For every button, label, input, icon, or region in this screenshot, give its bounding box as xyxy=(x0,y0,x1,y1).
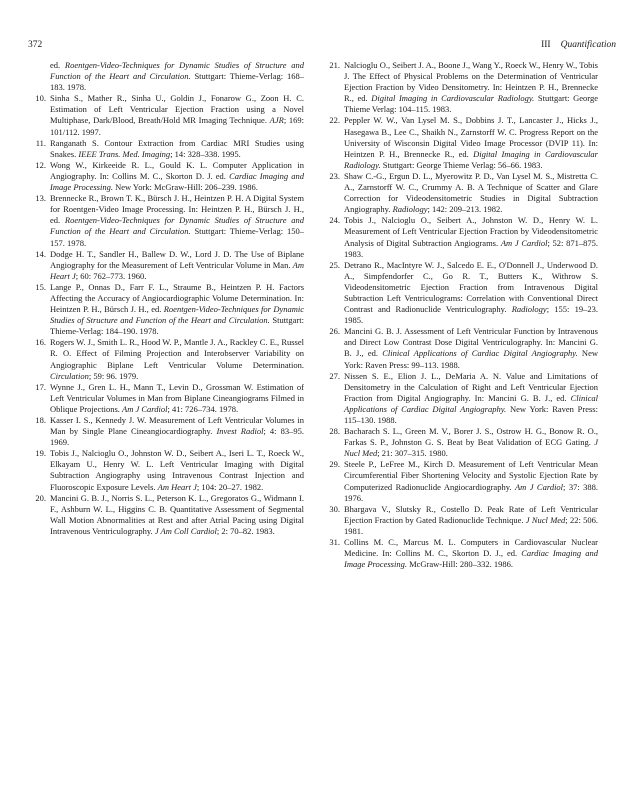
reference-fragment: Tobis J., Nalcioglu O., Johnston W. D., Seibert A., Iseri L. T., Roeck W., Elkayam U., Henry W. L. Left Ventricular Imaging with Digital Subtraction Angiography using Intravenous Contrast Injection and Fluoroscopic Exposure Levels. xyxy=(50,448,304,492)
reference-source: Am J Cardiol xyxy=(122,403,168,414)
reference-entry xyxy=(322,60,598,115)
reference-fragment: Sinha S., Mather R., Sinha U., Goldin J., Fonarow G., Zoon H. C. Estimation of Left Ventricular Ejection Fraction using a Novel Multiphase, Dark/Blood, Breath/Hold MR Imaging Technique. xyxy=(50,93,304,126)
reference-number: 26. xyxy=(329,326,340,337)
reference-text xyxy=(50,448,304,492)
reference-source: IEEE Trans. Med. Imaging xyxy=(78,148,171,159)
reference-fragment: Collins M. C., Marcus M. L. Computers in Cardiovascular Nuclear Medicine. In: Collins M. C., Skorton D. J., ed. xyxy=(344,537,598,559)
reference-text xyxy=(344,459,598,503)
reference-number: 22. xyxy=(329,115,340,126)
reference-fragment: Stuttgart: Thieme-Verlag: 150–157. 1978. xyxy=(50,226,304,248)
reference-fragment: ; 104: 20–27. 1982. xyxy=(196,481,264,492)
reference-list-left xyxy=(28,60,304,537)
reference-source: Clinical Applications of Cardiac Digital Angiography. xyxy=(382,348,578,359)
reference-number: 13. xyxy=(35,193,46,204)
reference-fragment: Mancini G. B. J., Norris S. L., Peterson K. L., Gregoratos G., Widmann I. F., Ashburn W. L., Higgins C. B. Quantitative Assessment of Segmental Wall Motion Abnormalities at Rest and after Atrial Pacing using Digital Intravenous Ventriculography. xyxy=(50,492,304,536)
reference-text xyxy=(50,382,304,415)
reference-source: J Nucl Med xyxy=(344,437,598,459)
reference-fragment: Mancini G. B. J. Assessment of Left Ventricular Function by Intravenous and Direct Low Contrast Dose Digital Ventriculography. In: Mancini G. B. J., ed. xyxy=(344,326,598,359)
reference-fragment: ; 37: 388. 1976. xyxy=(344,481,598,503)
reference-fragment: Shaw C.-G., Ergun D. L., Myerowitz P. D., Van Lysel M. S., Mistretta C. A., Zarnstorff W. C., Crummy A. B. A Technique of Scatter and Glare Correction for Videodensitometric Studies in Digital Subtraction Angiography. xyxy=(344,170,598,215)
reference-source: Am J Cardiol xyxy=(514,481,564,492)
reference-number: 12. xyxy=(35,159,46,170)
reference-source: J Nucl Med xyxy=(525,514,566,525)
page-number: 372 xyxy=(28,40,43,50)
reference-fragment: Stuttgart: George Thieme Verlag: 104–115. 1983. xyxy=(344,93,598,115)
reference-entry xyxy=(28,93,304,137)
reference-source: Digital Imaging in Cardiovascular Radiology. xyxy=(344,148,598,170)
reference-text xyxy=(344,371,598,426)
reference-number: 10. xyxy=(35,93,46,104)
reference-source: Radiology xyxy=(511,304,547,315)
reference-fragment: ; 2: 70–82. 1983. xyxy=(216,525,275,536)
reference-fragment: ; 60: 762–773. 1960. xyxy=(75,270,147,281)
reference-fragment: Peppler W. W., Van Lysel M. S., Dobbins J. T., Lancaster J., Hicks J., Hasegawa B., Lee C., Shaikh N., Zarnstorff W. C. Progress Report on the University of Wisconsin Digital Video Image Processor (DVIP 11). In: Heintzen P. H., Brennecke R., ed. xyxy=(344,115,598,159)
reference-entry xyxy=(322,171,598,215)
reference-text xyxy=(344,171,598,215)
reference-fragment: Nalcioglu O., Seibert J. A., Boone J., Wang Y., Roeck W., Henry W., Tobis J. The Effect of Physical Problems on the Determination of Ventricular Ejection Fraction by Video Densitometry. In: Heintzen P. H., Brennecke R., ed. xyxy=(344,60,598,104)
reference-source: Clinical Applications of Cardiac Digital Angiography. xyxy=(344,392,598,414)
reference-fragment: Detrano R., MacIntyre W. J., Salcedo E. E., O'Donnell J., Underwood D. A., Simpfendorfer C., Go R. T., Butters K., Withrow S. Videodensitometric Ejection Fraction from Intravenous Digital Subtraction Left Ventriculograms: Correlation with Conventional Direct Contrast and Radionuclide Ventriculography. xyxy=(344,259,598,315)
reference-fragment: ; 52: 871–875. 1983. xyxy=(344,237,598,259)
reference-text xyxy=(50,282,304,337)
reference-source: Am J Cardiol xyxy=(500,237,548,248)
reference-text xyxy=(344,504,598,537)
reference-fragment: ; 14: 328–338. 1995. xyxy=(170,148,241,159)
reference-entry xyxy=(322,537,598,570)
reference-number: 11. xyxy=(35,137,46,148)
reference-fragment: McGraw-Hill: 280–332. 1986. xyxy=(406,559,513,570)
reference-text xyxy=(50,337,304,381)
reference-fragment: ; 4: 83–95. 1969. xyxy=(50,426,304,448)
part-number: III xyxy=(541,40,551,50)
reference-fragment: New York: McGraw-Hill: 206–239. 1986. xyxy=(112,182,258,193)
reference-source: Cardiac Imaging and Image Processing. xyxy=(50,170,304,193)
reference-text xyxy=(50,493,304,537)
reference-number: 27. xyxy=(329,370,340,381)
reference-fragment: Wong W., Kirkeeide R. L., Gould K. L. Computer Application in Angiography. In: Collins M. C., Skorton D. J. ed. xyxy=(50,159,304,181)
reference-entry xyxy=(322,459,598,503)
reference-source: Roentgen-Video-Techniques for Dynamic Studies of Structure and Function of the Heart and Circulation. xyxy=(50,215,304,237)
reference-fragment: Rogers W. J., Smith L. R., Hood W. P., Mantle J. A., Rackley C. E., Russel R. O. Effect of Filming Projection and Interobserver Variability on Angiographic Biplane Left Ventricular Volume Determination. xyxy=(50,337,304,370)
running-header xyxy=(28,40,616,54)
reference-fragment: Brennecke R., Brown T. K., Bürsch J. H., Heintzen P. H. A Digital System for Roentgen-Video Image Processing. In: Heintzen P. H., Bürsch J. H., ed. xyxy=(50,193,304,226)
reference-entry xyxy=(28,337,304,381)
reference-fragment: Nissen S. E., Elion J. L., DeMaria A. N. Value and Limitations of Densitometry in the Calculation of Right and Left Ventricular Ejection Fraction from Digital Angiography. In: Mancini G. B. J., ed. xyxy=(344,370,598,403)
reference-text xyxy=(50,93,304,137)
reference-fragment: Steele P., LeFree M., Kirch D. Measurement of Left Ventricular Mean Circumferential Fiber Shortening Velocity and Systolic Ejection Rate by Computerized Radionuclide Angiocardiography. xyxy=(344,459,598,492)
reference-source: Invest Radiol xyxy=(216,426,264,437)
reference-fragment: ; 59: 96. 1979. xyxy=(88,370,139,381)
reference-number: 14. xyxy=(35,248,46,259)
reference-text xyxy=(344,426,598,459)
reference-entry xyxy=(28,249,304,282)
reference-fragment: Stuttgart: Thieme-Verlag: 168–183. 1978. xyxy=(50,71,304,93)
reference-fragment: ; 41: 726–734. 1978. xyxy=(167,403,239,414)
reference-fragment: ; 155: 19–23. 1985. xyxy=(344,304,598,326)
reference-entry xyxy=(28,493,304,537)
reference-text xyxy=(50,249,304,282)
reference-source: Roentgen-Video-Techniques for Dynamic Studies of Structure and Function of the Heart and Circulation. xyxy=(50,304,304,326)
reference-entry xyxy=(322,260,598,327)
reference-text xyxy=(50,193,304,248)
reference-fragment: Stuttgart: Thieme-Verlag: 184–190. 1978. xyxy=(50,315,304,337)
reference-number: 20. xyxy=(35,492,46,503)
reference-text xyxy=(50,160,304,193)
reference-number: 31. xyxy=(329,537,340,548)
reference-entry xyxy=(322,215,598,259)
reference-source: AJR xyxy=(269,115,284,126)
reference-source: Cardiac Imaging and Image Processing. xyxy=(344,548,598,570)
reference-fragment: ed. xyxy=(50,60,65,70)
reference-number: 28. xyxy=(329,426,340,437)
reference-fragment: Kasser I. S., Kennedy J. W. Measurement of Left Ventricular Volumes in Man by Single Plane Cineangiocardiography. xyxy=(50,415,304,437)
reference-number: 19. xyxy=(35,448,46,459)
reference-fragment: Lange P., Onnas D., Farr F. L., Straume B., Heintzen P. H. Factors Affecting the Accuracy of Angiocardiographic Volume Determination. In: Heintzen P. H., Bürsch J. H., ed. xyxy=(50,281,304,315)
reference-fragment: Ranganath S. Contour Extraction from Cardiac MRI Studies using Snakes. xyxy=(50,137,304,159)
reference-entry xyxy=(322,426,598,459)
reference-fragment: ; 142: 209–213. 1982. xyxy=(427,204,503,215)
reference-number: 15. xyxy=(35,281,46,292)
reference-fragment: Bhargava V., Slutsky R., Costello D. Peak Rate of Left Ventricular Ejection Fraction by Gated Radionuclide Technique. xyxy=(344,503,598,525)
reference-list-right xyxy=(322,60,598,570)
reference-number: 23. xyxy=(329,170,340,181)
reference-number: 21. xyxy=(329,60,340,70)
reference-fragment: ; 22: 506. 1981. xyxy=(344,514,598,536)
reference-fragment: New York: Raven Press: 115–130. 1988. xyxy=(344,403,598,425)
reference-number: 29. xyxy=(329,459,340,470)
reference-text xyxy=(50,415,304,448)
reference-source: Roentgen-Video-Techniques for Dynamic Studies of Structure and Function of the Heart and Circulation. xyxy=(50,60,304,82)
reference-source: J Am Coll Cardiol xyxy=(154,525,217,536)
reference-text xyxy=(344,60,598,115)
reference-source: Radiology xyxy=(392,204,428,215)
reference-entry xyxy=(322,326,598,370)
reference-entry xyxy=(28,382,304,415)
reference-text xyxy=(344,260,598,327)
reference-entry xyxy=(28,282,304,337)
reference-source: Digital Imaging in Cardiovascular Radiology. xyxy=(371,93,535,104)
reference-entry xyxy=(28,415,304,448)
reference-text xyxy=(344,537,598,570)
reference-fragment: Tobis J., Nalcioglu O., Seibert A., Johnston W. D., Henry W. L. Measurement of Left Ventricular Ejection Fraction by Videodensitometric Analysis of Digital Subtraction Angiograms. xyxy=(344,215,598,248)
reference-fragment: Dodge H. T., Sandler H., Ballew D. W., Lord J. D. The Use of Biplane Angiography for the Measurement of Left Ventricular Volume in Man. xyxy=(50,248,304,270)
reference-number: 24. xyxy=(329,215,340,226)
reference-source: Circulation xyxy=(50,370,89,381)
reference-fragment: New York: Raven Press: 99–113. 1988. xyxy=(344,348,598,370)
reference-number: 30. xyxy=(329,503,340,514)
reference-source: Am Heart J xyxy=(157,481,197,492)
reference-fragment: Bacharach S. L., Green M. V., Borer J. S., Ostrow H. G., Bonow R. O., Farkas S. P., Johnston G. S. Beat by Beat Validation of ECG Gating. xyxy=(344,426,598,448)
reference-fragment: Wynne J., Gren L. H., Mann T., Levin D., Grossman W. Estimation of Left Ventricular Volumes in Man from Biplane Cineangiograms Filmed in Oblique Projections. xyxy=(50,381,304,414)
reference-fragment: ; 21: 307–315. 1980. xyxy=(377,448,448,459)
reference-continuation xyxy=(28,60,304,93)
reference-text xyxy=(344,215,598,259)
reference-fragment: Stuttgart: George Thieme Verlag: 56–66. 1983. xyxy=(380,159,543,170)
reference-text xyxy=(50,138,304,160)
reference-number: 16. xyxy=(35,337,46,348)
reference-entry xyxy=(28,138,304,160)
section-title: Quantification xyxy=(560,40,616,50)
reference-entry xyxy=(322,371,598,426)
running-title xyxy=(541,40,616,50)
reference-number: 18. xyxy=(35,415,46,425)
reference-number: 17. xyxy=(35,381,46,392)
reference-entry xyxy=(322,504,598,537)
reference-entry xyxy=(28,160,304,193)
reference-entry xyxy=(28,448,304,492)
reference-source: Am Heart J xyxy=(50,259,304,281)
reference-text xyxy=(344,115,598,170)
reference-text xyxy=(50,60,304,93)
reference-text xyxy=(344,326,598,370)
reference-entry xyxy=(28,193,304,248)
reference-fragment: ; 169: 101/112. 1997. xyxy=(50,115,304,137)
reference-entry xyxy=(322,115,598,170)
reference-number: 25. xyxy=(329,259,340,270)
